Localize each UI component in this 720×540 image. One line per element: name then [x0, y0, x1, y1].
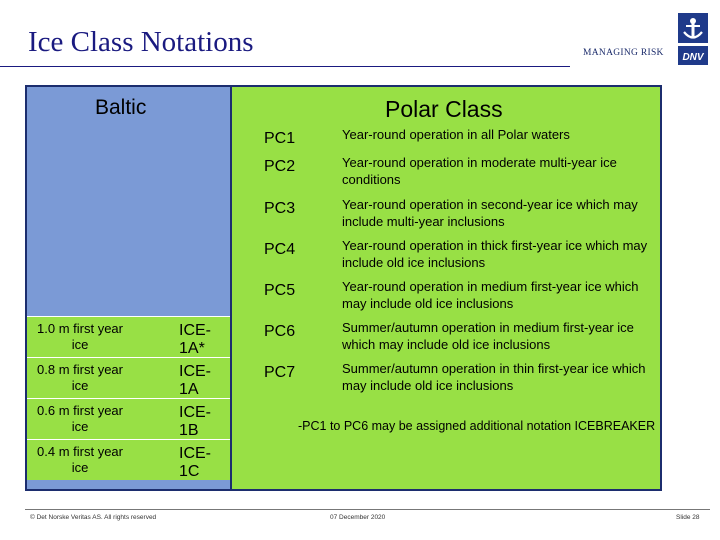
baltic-ice-class: ICE-1A* [133, 316, 230, 357]
polar-class-description: Year-round operation in second-year ice which may include multi-year inclusions [342, 197, 638, 229]
polar-class-code: PC7 [264, 364, 296, 381]
polar-class-code: PC2 [264, 158, 296, 175]
polar-class-code: PC6 [264, 323, 296, 340]
footer-slide-number: Slide 28 [676, 514, 700, 521]
polar-class-description: Year-round operation in thick first-year ice which may include old ice inclusions [342, 238, 648, 270]
polar-row [232, 152, 660, 193]
polar-class-description: Summer/autumn operation in medium first-year ice which may include old ice inclusions [342, 320, 634, 352]
baltic-ice-thickness: 0.8 m first year ice [27, 357, 133, 398]
baltic-row [27, 439, 230, 480]
footer-date: 07 December 2020 [330, 514, 386, 521]
managing-risk-tagline: MANAGING RISK [583, 48, 664, 58]
baltic-row [27, 357, 230, 398]
polar-row [232, 358, 660, 399]
baltic-ice-thickness: 0.6 m first year ice [27, 398, 133, 439]
polar-class-description: Year-round operation in all Polar waters [342, 127, 570, 142]
polar-class-description: Year-round operation in moderate multi-year ice conditions [342, 155, 617, 187]
polar-row [232, 235, 660, 276]
polar-row [232, 317, 660, 358]
polar-class-code: PC1 [264, 130, 296, 147]
icebreaker-note: -PC1 to PC6 may be assigned additional notation ICEBREAKER [298, 419, 656, 433]
baltic-ice-class: ICE-1C [133, 439, 230, 480]
baltic-ice-thickness: 1.0 m first year ice [27, 316, 133, 357]
baltic-row [27, 398, 230, 439]
polar-class-code: PC5 [264, 282, 296, 299]
baltic-ice-class: ICE-1A [133, 357, 230, 398]
polar-class-code: PC4 [264, 241, 296, 258]
baltic-row [27, 316, 230, 357]
baltic-ice-class: ICE-1B [133, 398, 230, 439]
footer-rule [25, 509, 710, 510]
polar-class-heading: Polar Class [385, 96, 503, 122]
polar-class-description: Year-round operation in medium first-year ice which may include old ice inclusions [342, 279, 639, 311]
polar-row [232, 194, 660, 235]
polar-class-description: Summer/autumn operation in thin first-year ice which may include old ice inclusions [342, 361, 646, 393]
polar-class-code: PC3 [264, 200, 296, 217]
dnv-logo [678, 13, 708, 65]
footer-copyright: © Det Norske Veritas AS. All rights reserved [30, 514, 157, 521]
polar-row [232, 276, 660, 317]
baltic-ice-thickness: 0.4 m first year ice [27, 439, 133, 480]
baltic-heading: Baltic [95, 96, 147, 119]
title-underline [0, 66, 570, 67]
slide-title: Ice Class Notations [28, 26, 254, 58]
dnv-logo-text: DNV [682, 52, 704, 63]
